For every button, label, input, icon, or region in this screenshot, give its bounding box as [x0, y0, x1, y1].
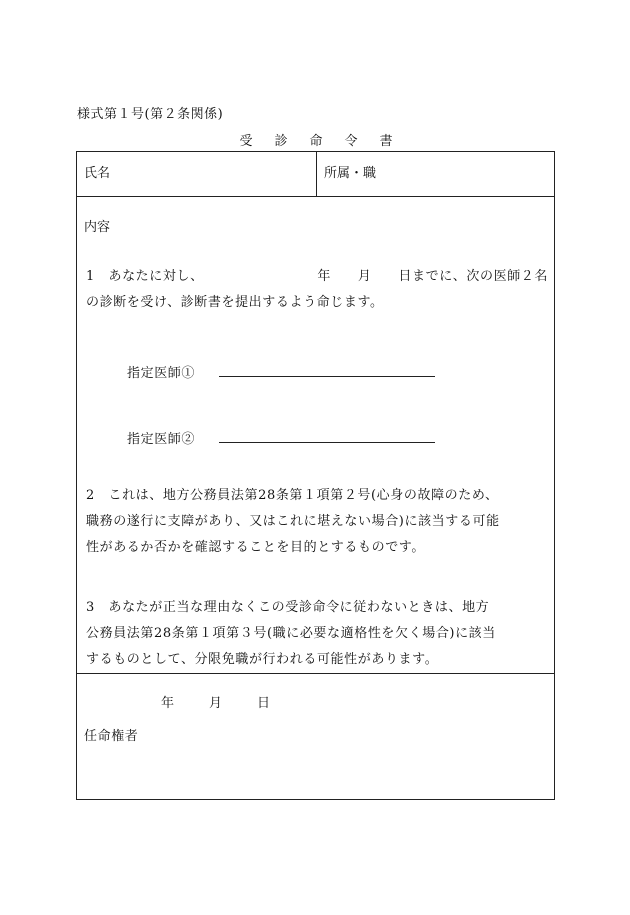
paragraph-3 — [86, 595, 551, 673]
text-segment: 1 あなたに対し、 — [86, 269, 204, 284]
month-label: 月 — [209, 696, 223, 711]
month-label: 月 — [357, 269, 372, 284]
year-label: 年 — [317, 269, 332, 284]
title-char: 令 — [344, 134, 358, 149]
paragraph-2 — [86, 483, 551, 561]
designated-doctor-1 — [127, 362, 195, 381]
paragraph-1 — [86, 264, 551, 316]
paragraph-line — [86, 264, 548, 290]
doctor-label: 指定医師② — [127, 432, 196, 447]
title-char: 命 — [309, 134, 323, 149]
issue-date — [161, 692, 305, 711]
header-row — [77, 152, 554, 197]
title-char: 受 — [239, 134, 253, 149]
day-label: 日 — [257, 696, 271, 711]
paragraph-line: の診断を受け、診断書を提出するよう命じます。 — [86, 295, 384, 310]
appointing-authority-label: 任命権者 — [84, 729, 139, 744]
signature-line — [219, 442, 435, 443]
designated-doctor-2 — [127, 428, 195, 447]
paragraph-line: 職務の遂行に支障があり、又はこれに堪えない場合)に該当する可能 — [86, 514, 500, 529]
paragraph-line — [86, 483, 548, 509]
text-segment: 2 これは、地方公務員法第28条第１項第２号(心身の故障のため、 — [86, 488, 499, 503]
paragraph-line — [86, 595, 548, 621]
name-field-label: 氏名 — [84, 166, 111, 181]
cell-divider — [316, 152, 317, 196]
affiliation-field-label: 所属・職 — [324, 166, 377, 181]
paragraph-line: 性があるか否かを確認することを目的とするものです。 — [86, 540, 425, 555]
title-char: 書 — [379, 134, 393, 149]
section-divider — [77, 673, 554, 674]
document-title — [76, 130, 556, 149]
order-form — [76, 151, 555, 800]
content-label: 内容 — [84, 220, 111, 235]
paragraph-line: するものとして、分限免職が行われる可能性があります。 — [86, 652, 439, 667]
form-caption: 様式第１号(第２条関係) — [77, 107, 224, 122]
paragraph-line: 公務員法第28条第１項第３号(職に必要な適格性を欠く場合)に該当 — [86, 626, 496, 641]
text-segment: 日までに、次の医師２名 — [398, 269, 548, 284]
signature-line — [219, 376, 435, 377]
doctor-label: 指定医師① — [127, 366, 196, 381]
title-char: 診 — [274, 134, 288, 149]
year-label: 年 — [161, 696, 175, 711]
text-segment: 3 あなたが正当な理由なくこの受診命令に従わないときは、地方 — [86, 600, 490, 615]
